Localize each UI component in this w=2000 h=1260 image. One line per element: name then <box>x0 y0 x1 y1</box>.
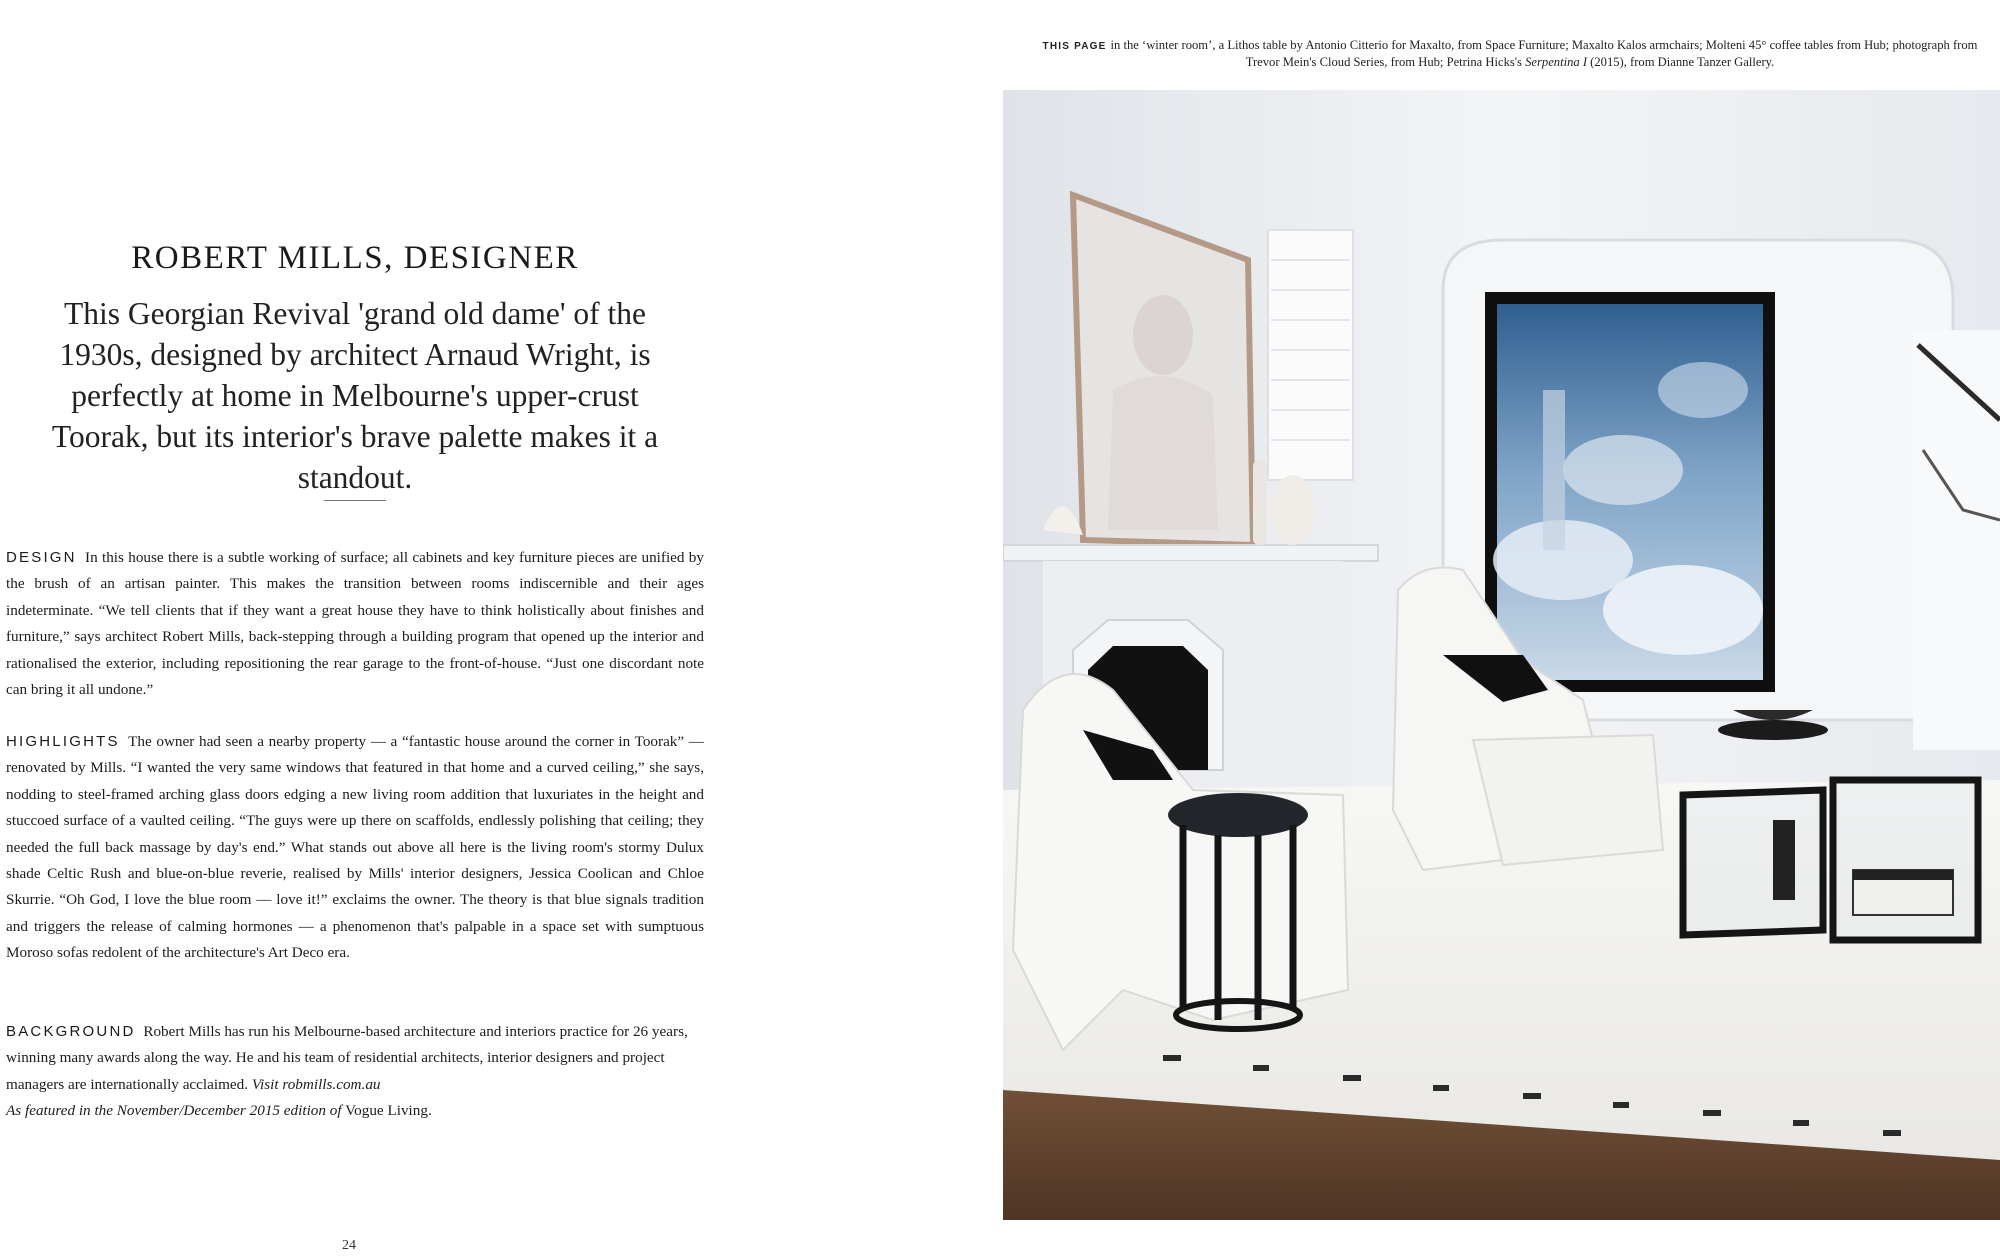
featured-publication: Vogue Living. <box>345 1102 432 1120</box>
window-shutter <box>1268 230 1353 480</box>
background-paragraph <box>6 1019 704 1125</box>
caption-text-1: in the ‘winter room’, a Lithos table by Antonio Citterio for Maxalto, from Space Furniture; Maxalto Kalos armchairs; Molteni 45° coffee tables from Hub; photograph from Trevor Mein's Cloud Series, from Hub; Petrina Hicks's <box>1110 38 1978 69</box>
design-paragraph <box>6 545 704 703</box>
photo-caption <box>1030 38 1990 70</box>
mantel <box>1003 545 1378 561</box>
interior-photo <box>1003 90 2000 1220</box>
background-label: BACKGROUND <box>6 1023 136 1040</box>
article-heading: ROBERT MILLS, DESIGNER <box>131 240 579 276</box>
caption-lead: THIS PAGE <box>1042 41 1107 52</box>
section-divider <box>324 500 386 501</box>
design-text: In this house there is a subtle working of surface; all cabinets and key furniture pieces are unified by the brush of an artisan painter. This makes the transition between rooms indiscernible and their ages indeterminate. “We tell clients that if they want a great house they have to think holistically about finishes and furniture,” says architect Robert Mills, back-stepping through a building program that opened up the interior and rationalised the exterior, including repositioning the rear garage to the front-of-house. “Just one discordant note can bring it all undone.” <box>6 549 704 699</box>
interior-photo-illustration <box>1003 90 2000 1220</box>
featured-prefix: As featured in the November/December 2015 edition of <box>6 1102 342 1120</box>
background-text: Robert Mills has run his Melbourne-based architecture and interiors practice for 26 years, winning many awards along the way. He and his team of residential architects, interior designers and project managers are internationally acclaimed. <box>6 1023 688 1093</box>
page-number: 24 <box>342 1238 356 1253</box>
caption-artwork-title: Serpentina I <box>1525 54 1588 69</box>
visit-link[interactable]: Visit robmills.com.au <box>251 1075 381 1093</box>
doorway <box>1913 330 2000 750</box>
tray-table <box>1718 720 1828 740</box>
highlights-paragraph <box>6 729 704 967</box>
article-standfirst: This Georgian Revival 'grand old dame' of the 1930s, designed by architect Arnaud Wright, is perfectly at home in Melbourne's upper-crust Toorak, but its interior's brave palette makes it a standout. <box>51 296 659 495</box>
design-label: DESIGN <box>6 549 77 566</box>
highlights-label: HIGHLIGHTS <box>6 733 120 750</box>
highlights-text: The owner had seen a nearby property — a “fantastic house around the corner in Toorak” — renovated by Mills. “I wanted the very same windows that featured in that home and a curved ceiling,” she says, nodding to steel-framed arching glass doors edging a new living room addition that luxuriates in the height and stuccoed surface of a vaulted ceiling. “The guys were up there on scaffolds, endlessly polishing that ceiling; they needed the full back massage by day's end.” What stands out above all here is the living room's stormy Dulux shade Celtic Rush and blue-on-blue reverie, realised by Mills' interior designers, Jessica Coolican and Chloe Skurrie. “Oh God, I love the blue room — love it!” exclaims the owner. The theory is that blue signals tradition and triggers the release of calming hormones — a phenomenon that's palpable in a space set with sumptuous Moroso sofas redolent of the architecture's Art Deco era. <box>6 733 704 962</box>
caption-text-2: (2015), from Dianne Tanzer Gallery. <box>1590 54 1775 69</box>
side-table <box>1168 793 1308 837</box>
